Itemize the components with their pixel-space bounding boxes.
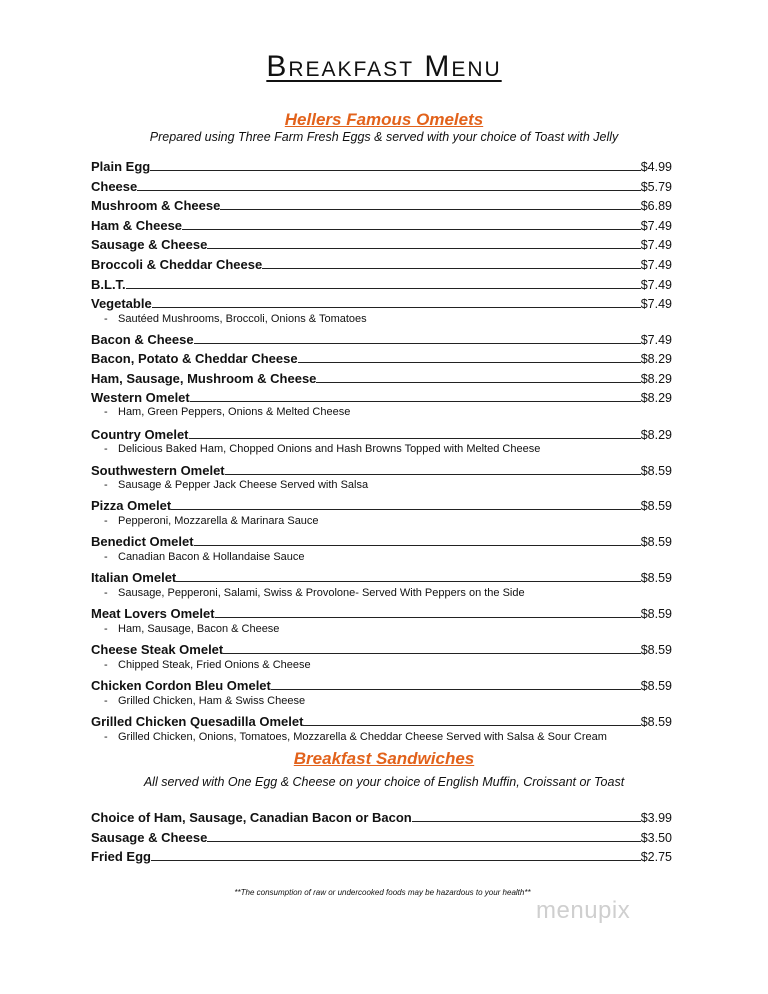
bullet-dash: -: [104, 731, 108, 743]
menu-item-price: $7.49: [640, 278, 672, 292]
menu-item-price: $8.29: [640, 428, 672, 442]
leader-line: [194, 545, 641, 546]
description-text: Ham, Sausage, Bacon & Cheese: [118, 623, 280, 635]
menu-item-name: Choice of Ham, Sausage, Canadian Bacon or Bacon: [91, 810, 412, 825]
leader-line: [182, 229, 641, 230]
menu-item-price: $7.49: [640, 297, 672, 311]
menu-item: [91, 369, 672, 386]
menu-item-price: $3.99: [640, 811, 672, 825]
menu-item: [91, 847, 672, 864]
menu-item-name: Fried Egg: [91, 849, 151, 864]
menu-item-price: $7.49: [640, 333, 672, 347]
leader-line: [215, 617, 641, 618]
menu-item: [91, 712, 672, 729]
menu-item-price: $8.29: [640, 352, 672, 366]
leader-line: [151, 860, 641, 861]
leader-line: [223, 653, 640, 654]
menu-item-price: $8.59: [640, 715, 672, 729]
menu-item-name: Cheese Steak Omelet: [91, 642, 224, 657]
leader-line: [225, 474, 641, 475]
menu-item: [91, 235, 672, 252]
menu-item-name: Sausage & Cheese: [91, 830, 208, 845]
leader-line: [190, 401, 641, 402]
menu-item: [91, 275, 672, 292]
menu-item-name: Bacon & Cheese: [91, 332, 194, 347]
sandwiches-heading: Breakfast Sandwiches: [293, 749, 475, 768]
description-text: Sautéed Mushrooms, Broccoli, Onions & Tomatoes: [118, 313, 367, 325]
menu-item: [91, 828, 672, 845]
menu-item-description: [104, 443, 540, 455]
page-title: Breakfast Menu: [266, 50, 502, 83]
menu-item-price: $8.59: [640, 571, 672, 585]
menu-item: [91, 532, 672, 549]
menu-item-price: $8.59: [640, 535, 672, 549]
leader-line: [207, 248, 640, 249]
menu-item: [91, 330, 672, 347]
menu-item-description: [104, 659, 311, 671]
menu-item-price: $3.50: [640, 831, 672, 845]
menu-item: [91, 255, 672, 272]
description-text: Grilled Chicken, Onions, Tomatoes, Mozzarella & Cheddar Cheese Served with Salsa & Sour Cream: [118, 731, 607, 743]
menu-item-name: Bacon, Potato & Cheddar Cheese: [91, 351, 298, 366]
leader-line: [271, 689, 641, 690]
menu-item-description: [104, 623, 279, 635]
menu-item-price: $8.59: [640, 607, 672, 621]
menu-item-price: $7.49: [640, 238, 672, 252]
menu-item-name: Meat Lovers Omelet: [91, 606, 215, 621]
leader-line: [194, 343, 641, 344]
menu-item-price: $8.59: [640, 643, 672, 657]
menu-item-name: Mushroom & Cheese: [91, 198, 221, 213]
menu-item: [91, 294, 672, 311]
description-text: Sausage, Pepperoni, Salami, Swiss & Provolone- Served With Peppers on the Side: [118, 587, 525, 599]
menu-item-name: Western Omelet: [91, 390, 190, 405]
menu-item-price: $7.49: [640, 219, 672, 233]
menu-item-description: [104, 731, 607, 743]
menu-item-price: $8.59: [640, 499, 672, 513]
menu-item-price: $8.29: [640, 391, 672, 405]
menu-item-description: [104, 479, 368, 491]
bullet-dash: -: [104, 443, 108, 455]
menu-item: [91, 177, 672, 194]
bullet-dash: -: [104, 515, 108, 527]
description-text: Chipped Steak, Fried Onions & Cheese: [118, 659, 311, 671]
menu-item: [91, 157, 672, 174]
menu-item-name: Italian Omelet: [91, 570, 177, 585]
menu-item-description: [104, 695, 305, 707]
menu-item-name: Country Omelet: [91, 427, 189, 442]
menu-item: [91, 676, 672, 693]
leader-line: [316, 382, 640, 383]
bullet-dash: -: [104, 695, 108, 707]
menu-item-name: Ham & Cheese: [91, 218, 183, 233]
menu-item: [91, 568, 672, 585]
leader-line: [207, 841, 640, 842]
menu-item-name: Cheese: [91, 179, 138, 194]
menu-item-price: $5.79: [640, 180, 672, 194]
menu-item: [91, 604, 672, 621]
menu-item-name: Chicken Cordon Bleu Omelet: [91, 678, 271, 693]
leader-line: [150, 170, 640, 171]
menu-item-price: $2.75: [640, 850, 672, 864]
bullet-dash: -: [104, 659, 108, 671]
description-text: Ham, Green Peppers, Onions & Melted Cheese: [118, 406, 351, 418]
menu-item-price: $4.99: [640, 160, 672, 174]
description-text: Sausage & Pepper Jack Cheese Served with Salsa: [118, 479, 369, 491]
menu-item: [91, 496, 672, 513]
bullet-dash: -: [104, 623, 108, 635]
leader-line: [412, 821, 641, 822]
bullet-dash: -: [104, 313, 108, 325]
omelets-subheading: Prepared using Three Farm Fresh Eggs & served with your choice of Toast with Jelly: [149, 130, 619, 144]
leader-line: [303, 725, 640, 726]
description-text: Grilled Chicken, Ham & Swiss Cheese: [118, 695, 306, 707]
menu-item-name: B.L.T.: [91, 277, 126, 292]
menu-item-price: $7.49: [640, 258, 672, 272]
menu-item: [91, 216, 672, 233]
leader-line: [220, 209, 640, 210]
menu-item-name: Broccoli & Cheddar Cheese: [91, 257, 263, 272]
description-text: Delicious Baked Ham, Chopped Onions and Hash Browns Topped with Melted Cheese: [118, 443, 541, 455]
leader-line: [152, 307, 641, 308]
menu-item-price: $8.29: [640, 372, 672, 386]
sandwiches-subheading: All served with One Egg & Cheese on your choice of English Muffin, Croissant or Toast: [143, 775, 625, 789]
bullet-dash: -: [104, 551, 108, 563]
bullet-dash: -: [104, 587, 108, 599]
menu-item-price: $8.59: [640, 679, 672, 693]
bullet-dash: -: [104, 479, 108, 491]
leader-line: [298, 362, 641, 363]
footer-note: **The consumption of raw or undercooked foods may be hazardous to your health**: [234, 888, 531, 897]
menu-item: [91, 196, 672, 213]
menu-item-description: [104, 515, 319, 527]
description-text: Canadian Bacon & Hollandaise Sauce: [118, 551, 305, 563]
menu-item-name: Plain Egg: [91, 159, 151, 174]
menu-item-name: Southwestern Omelet: [91, 463, 225, 478]
menu-item-name: Ham, Sausage, Mushroom & Cheese: [91, 371, 317, 386]
leader-line: [171, 509, 641, 510]
menu-item: [91, 388, 672, 405]
description-text: Pepperoni, Mozzarella & Marinara Sauce: [118, 515, 319, 527]
bullet-dash: -: [104, 406, 108, 418]
watermark-logo: menupix: [536, 897, 631, 924]
leader-line: [262, 268, 641, 269]
menu-item-name: Pizza Omelet: [91, 498, 172, 513]
menu-item: [91, 808, 672, 825]
omelets-heading: Hellers Famous Omelets: [284, 110, 484, 129]
menu-item: [91, 640, 672, 657]
menu-item: [91, 461, 672, 478]
leader-line: [126, 288, 641, 289]
menu-item-price: $8.59: [640, 464, 672, 478]
menu-item-name: Vegetable: [91, 296, 152, 311]
menu-item-name: Benedict Omelet: [91, 534, 194, 549]
menu-item-description: [104, 587, 525, 599]
menu-item-description: [104, 551, 305, 563]
leader-line: [189, 438, 641, 439]
menu-item-price: $6.89: [640, 199, 672, 213]
leader-line: [137, 190, 640, 191]
leader-line: [176, 581, 640, 582]
menu-item: [91, 349, 672, 366]
menu-item: [91, 425, 672, 442]
menu-item-name: Sausage & Cheese: [91, 237, 208, 252]
menu-item-description: [104, 313, 367, 325]
menu-item-name: Grilled Chicken Quesadilla Omelet: [91, 714, 304, 729]
menu-item-description: [104, 406, 350, 418]
